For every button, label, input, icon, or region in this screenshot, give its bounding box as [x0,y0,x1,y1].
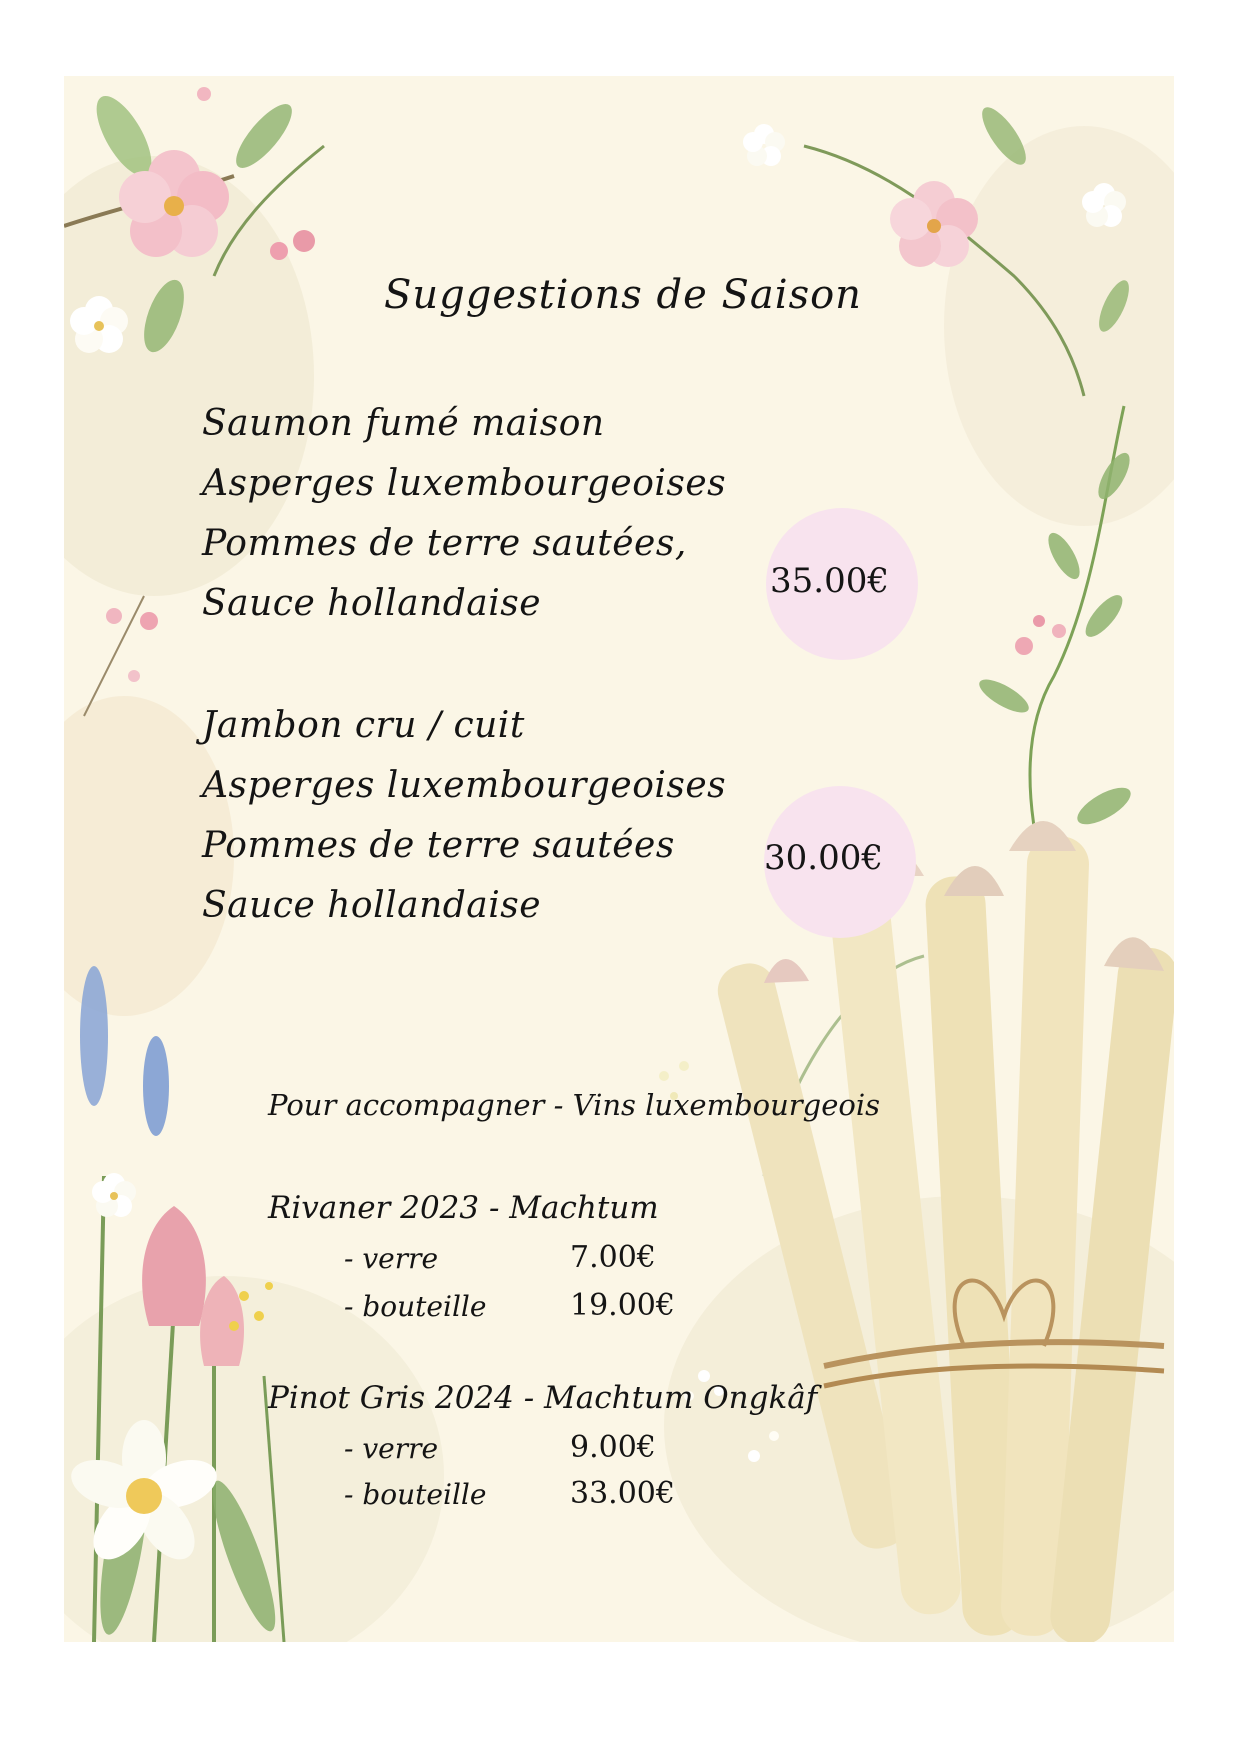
dish-1-line-1: Saumon fumé maison [202,403,605,444]
menu-title: Suggestions de Saison [384,272,862,318]
wine-2-name: Pinot Gris 2024 - Machtum Ongkâf [268,1380,818,1416]
wine-2-row-2-label: - bouteille [344,1478,487,1511]
menu-sheet [64,76,1174,1642]
dish-1-price: 35.00€ [770,561,889,601]
wine-2-row-1-label: - verre [344,1432,439,1465]
dish-1-line-2: Asperges luxembourgeoises [202,463,727,504]
dish-2-line-3: Pommes de terre sautées [202,825,675,866]
wine-1-row-1-label: - verre [344,1242,439,1275]
wine-2-row-1-price: 9.00€ [570,1430,656,1465]
dish-2-line-2: Asperges luxembourgeoises [202,765,727,806]
dish-1-line-3: Pommes de terre sautées, [202,523,687,564]
dish-1-line-4: Sauce hollandaise [202,583,542,624]
dish-2-price: 30.00€ [764,838,883,878]
wine-section-heading: Pour accompagner - Vins luxembourgeois [268,1088,881,1122]
wine-1-row-1-price: 7.00€ [570,1240,656,1275]
wine-1-row-2-label: - bouteille [344,1290,487,1323]
wine-1-name: Rivaner 2023 - Machtum [268,1190,659,1226]
dish-2-line-4: Sauce hollandaise [202,885,542,926]
dish-2-line-1: Jambon cru / cuit [202,705,525,746]
wine-1-row-2-price: 19.00€ [570,1288,675,1323]
wine-2-row-2-price: 33.00€ [570,1476,675,1511]
